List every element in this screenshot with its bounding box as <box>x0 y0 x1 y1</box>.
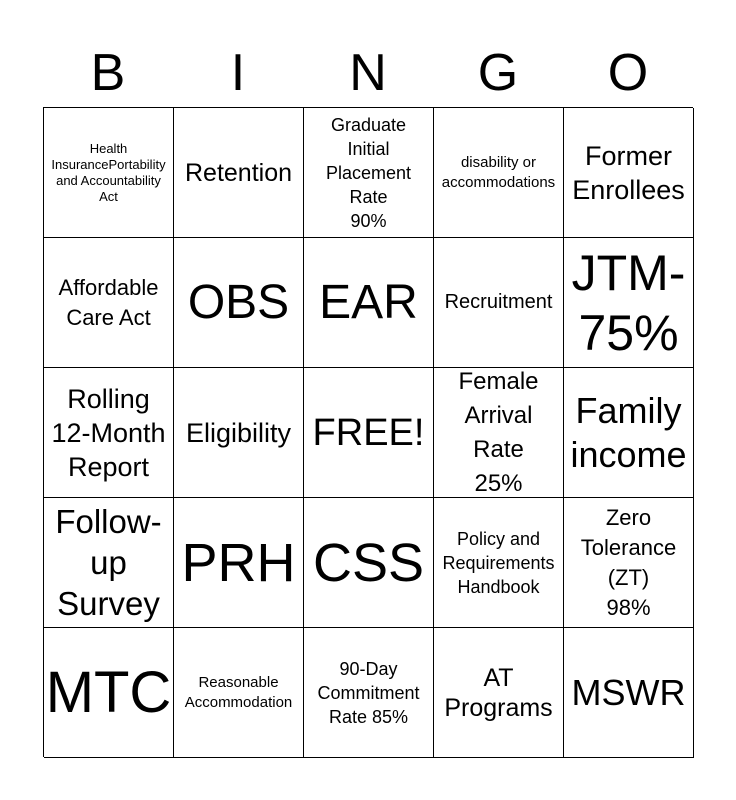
bingo-cell-r2c4[interactable] <box>434 238 564 368</box>
header-letter-b: B <box>90 44 126 102</box>
cell-text: Rolling 12-Month Report <box>51 383 166 482</box>
cell-text: OBS <box>187 275 290 329</box>
cell-text: EAR <box>319 275 418 329</box>
bingo-cell-r4c3[interactable] <box>304 498 434 628</box>
cell-text: Follow- up Survey <box>55 503 162 622</box>
header-letter-n: N <box>349 44 387 102</box>
bingo-cell-r5c2[interactable] <box>174 628 304 758</box>
cell-text: disability or accommodations <box>441 153 556 191</box>
header-letter-g: G <box>477 44 519 102</box>
bingo-cell-r5c4[interactable] <box>434 628 564 758</box>
bingo-cell-r5c3[interactable] <box>304 628 434 758</box>
bingo-cell-r1c1[interactable] <box>44 108 174 238</box>
cell-text: Graduate Initial Placement Rate 90% <box>325 114 412 231</box>
bingo-cell-r5c5[interactable] <box>564 628 694 758</box>
bingo-cell-r3c4[interactable] <box>434 368 564 498</box>
bingo-cell-r3c5[interactable] <box>564 368 694 498</box>
cell-text: Reasonable Accommodation <box>184 673 293 711</box>
bingo-cell-r4c2[interactable] <box>174 498 304 628</box>
cell-text: Eligibility <box>185 417 292 448</box>
bingo-cell-r1c2[interactable] <box>174 108 304 238</box>
cell-text: MSWR <box>571 671 686 713</box>
cell-text: Former Enrollees <box>572 140 685 205</box>
cell-text: Affordable Care Act <box>58 274 159 330</box>
cell-text: Policy and Requirements Handbook <box>442 528 555 597</box>
cell-text: AT Programs <box>444 663 553 722</box>
cell-text: JTM- 75% <box>571 244 686 361</box>
bingo-cell-r5c1[interactable] <box>44 628 174 758</box>
cell-text: MTC <box>45 659 172 725</box>
bingo-cell-r2c1[interactable] <box>44 238 174 368</box>
bingo-cell-r3c2[interactable] <box>174 368 304 498</box>
bingo-cell-r4c5[interactable] <box>564 498 694 628</box>
bingo-cell-r2c2[interactable] <box>174 238 304 368</box>
bingo-cell-r4c1[interactable] <box>44 498 174 628</box>
cell-text: Retention <box>184 158 293 187</box>
bingo-cell-r4c4[interactable] <box>434 498 564 628</box>
bingo-cell-r3c1[interactable] <box>44 368 174 498</box>
cell-text: 90-Day Commitment Rate 85% <box>317 658 420 727</box>
cell-text: Health InsurancePortability and Accountability Act <box>51 140 166 204</box>
bingo-cell-r2c5[interactable] <box>564 238 694 368</box>
bingo-cell-r1c5[interactable] <box>564 108 694 238</box>
bingo-cell-r3c3[interactable] <box>304 368 434 498</box>
cell-text: FREE! <box>312 411 425 454</box>
bingo-cell-r1c3[interactable] <box>304 108 434 238</box>
header-letter-o: O <box>607 44 649 102</box>
cell-text: Family income <box>570 389 687 475</box>
bingo-cell-r1c4[interactable] <box>434 108 564 238</box>
cell-text: Female Arrival Rate 25% <box>458 368 539 497</box>
bingo-header <box>43 40 693 106</box>
cell-text: CSS <box>312 532 425 593</box>
header-letter-i: I <box>230 44 246 102</box>
bingo-cell-r2c3[interactable] <box>304 238 434 368</box>
cell-text: Recruitment <box>444 291 553 313</box>
cell-text: Zero Tolerance (ZT) 98% <box>580 504 677 620</box>
bingo-board <box>43 107 693 757</box>
cell-text: PRH <box>181 532 296 593</box>
